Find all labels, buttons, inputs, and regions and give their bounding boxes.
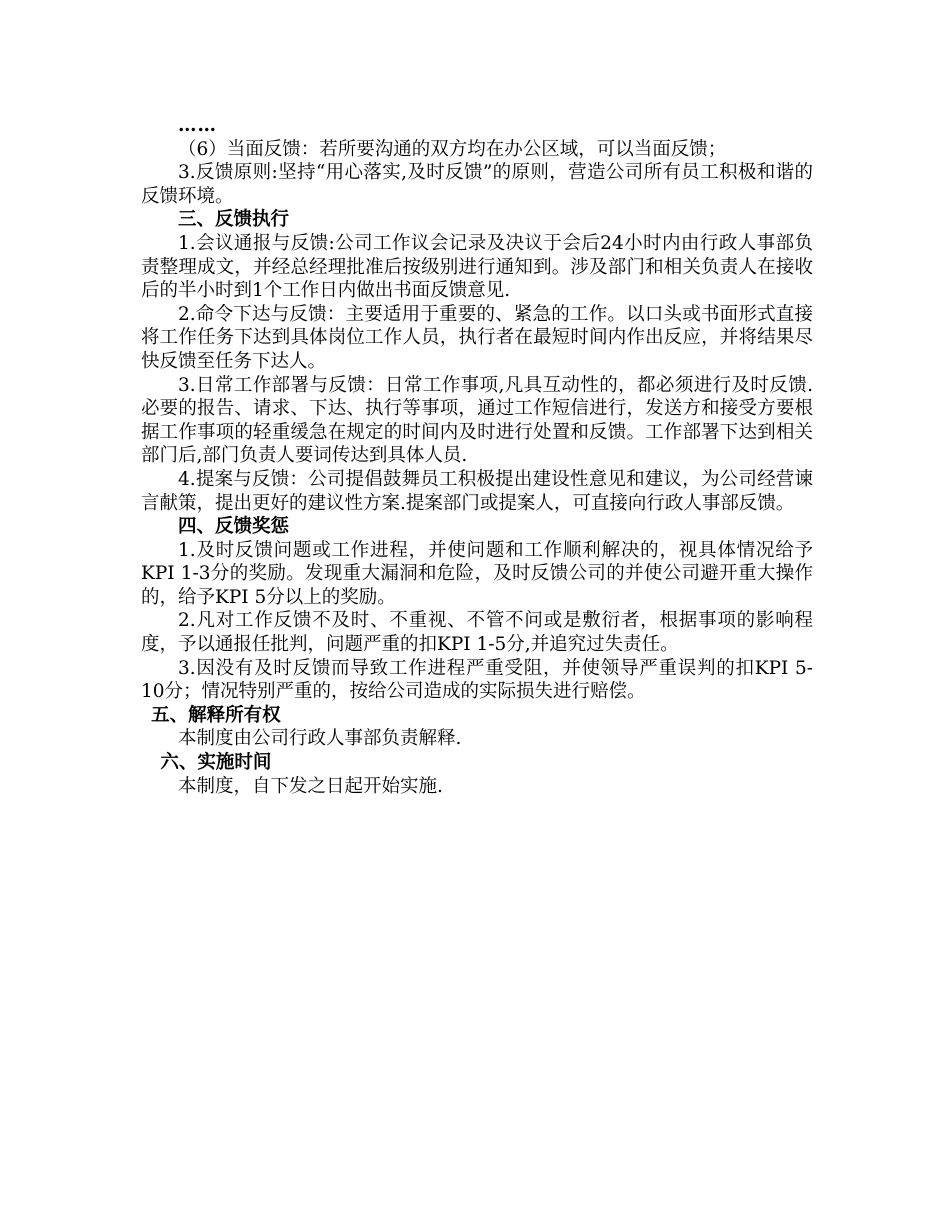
paragraph-face-to-face: （6）当面反馈：若所要沟通的双方均在办公区域，可以当面反馈； [178, 138, 727, 160]
paragraph-reward-rule: 1.及时反馈问题或工作进程，并使问题和工作顺利解决的，视具体情况给予KPI 1-3分的奖励。发现重大漏洞和危险，及时反馈公司的并使公司避开重大操作的，给予KPI 5分以上的奖励。 [141, 539, 813, 608]
paragraph-penalty-rule: 2.凡对工作反馈不及时、不重视、不管不问或是敷衍者，根据事项的影响程度，予以通报任批判，问题严重的扣KPI 1-5分,并追究过失责任。 [141, 610, 813, 656]
section-heading-implementation: 六、实施时间 [160, 752, 272, 774]
paragraph-interpretation: 本制度由公司行政人事部负责解释. [178, 728, 462, 750]
paragraph-proposal-feedback: 4.提案与反馈：公司提倡鼓舞员工积极提出建设性意见和建议，为公司经营谏言献策，提出更好的建议性方案.提案部门或提案人，可直接向行政人事部反馈。 [141, 468, 813, 514]
section-heading-interpretation: 五、解释所有权 [151, 704, 281, 726]
paragraph-implementation: 本制度，自下发之日起开始实施. [178, 775, 443, 797]
document-body [141, 114, 813, 798]
section-heading-rewards-penalties: 四、反馈奖惩 [178, 516, 290, 538]
paragraph-daily-work-feedback: 3.日常工作部署与反馈：日常工作事项,凡具互动性的，都必须进行及时反馈.必要的报告、请求、下达、执行等事项，通过工作短信进行，发送方和接受方要根据工作事项的轻重缓急在规定的时间内及时进行处置和反馈。工作部署下达到相关部门后,部门负责人要词传达到具体人员. [141, 374, 813, 467]
paragraph-severe-penalty-rule: 3.因没有及时反馈而导致工作进程严重受阻，并使领导严重误判的扣KPI 5-10分；情况特别严重的，按给公司造成的实际损失进行赔偿。 [141, 657, 813, 703]
ellipsis-mark: …… [178, 115, 217, 136]
paragraph-command-feedback: 2.命令下达与反馈：主要适用于重要的、紧急的工作。以口头或书面形式直接将工作任务下达到具体岗位工作人员，执行者在最短时间内作出反应，并将结果尽快反馈至任务下达人。 [141, 303, 813, 372]
section-heading-feedback-execution: 三、反馈执行 [178, 209, 290, 231]
paragraph-feedback-principle: 3.反馈原则:坚持“用心落实,及时反馈”的原则，营造公司所有员工积极和谐的反馈环境。 [141, 162, 813, 207]
paragraph-meeting-feedback: 1.会议通报与反馈:公司工作议会记录及决议于会后24小时内由行政人事部负责整理成文，并经总经理批准后按级别进行通知到。涉及部门和相关负责人在接收后的半小时到1个工作日内做出书面反馈意见. [141, 232, 813, 302]
